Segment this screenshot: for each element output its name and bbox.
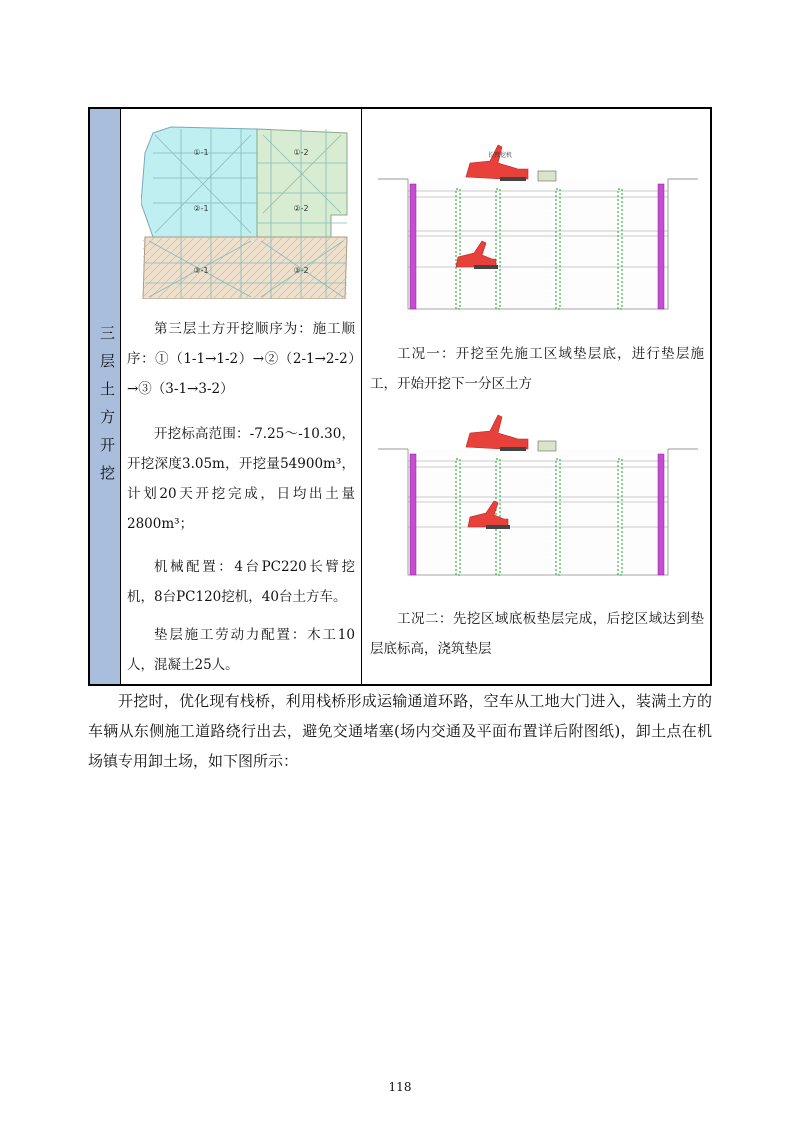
excavation-plan-figure [141, 123, 351, 299]
excavator-3 [466, 415, 528, 449]
retaining-pile-right [658, 184, 664, 309]
body-paragraph: 开挖时，优化现有栈桥，利用栈桥形成运输通道环路，空车从工地大门进入，装满土方的车辆从东侧施工道路绕行出去，避免交通堵塞(场内交通及平面布置详后附图纸)，卸土点在机场镇专用卸土场，如下图所示： [88, 692, 712, 770]
condition-1-caption: 工况一：开挖至先施工区域垫层底，进行垫层施工，开始开挖下一分区土方 [370, 346, 704, 392]
sequence-text: 第三层土方开挖顺序为：施工顺序：①（1-1→1-2）→②（2-1→2-2）→③（3-1→3-2） [127, 321, 355, 397]
retaining-pile-left-2 [410, 454, 416, 575]
section-figure-2 [378, 409, 698, 579]
excavator-1 [466, 145, 528, 179]
fig1-label: 长臂挖机 [488, 152, 513, 159]
zone-label-3-2: ③-2 [293, 266, 309, 275]
condition-cell [362, 109, 712, 684]
section-figure-1 [378, 139, 698, 319]
condition-2-caption: 工况二：先挖区域底板垫层完成，后挖区域达到垫层底标高，浇筑垫层 [370, 611, 704, 657]
retaining-pile-right-2 [658, 454, 664, 575]
retaining-pile-left [410, 184, 416, 309]
dump-truck-2 [538, 441, 556, 451]
sequence-cell [121, 109, 362, 684]
construction-table [88, 107, 712, 686]
page-number: 118 [388, 1080, 412, 1094]
row-label-cell [90, 109, 121, 684]
zone-label-1-1: ①-1 [193, 148, 209, 157]
row-label: 三层土方开挖 [98, 325, 116, 493]
zone-label-3-1: ③-1 [193, 266, 209, 275]
zone-label-1-2: ①-2 [293, 148, 309, 157]
plan-zone-green [257, 129, 347, 237]
elevation-text: 开挖标高范围：-7.25～-10.30，开挖深度3.05m，开挖量54900m³，计划20天开挖完成，日均出土量2800m³； [127, 426, 355, 532]
zone-label-2-1: ②-1 [193, 204, 209, 213]
zone-label-2-2: ②-2 [293, 204, 309, 213]
plan-zone-cyan [141, 127, 257, 237]
labor-text: 垫层施工劳动力配置：木工10人，混凝土25人。 [127, 627, 355, 673]
machinery-text: 机械配置：4台PC220长臂挖机，8台PC120挖机，40台土方车。 [127, 559, 355, 605]
dump-truck [538, 171, 556, 181]
